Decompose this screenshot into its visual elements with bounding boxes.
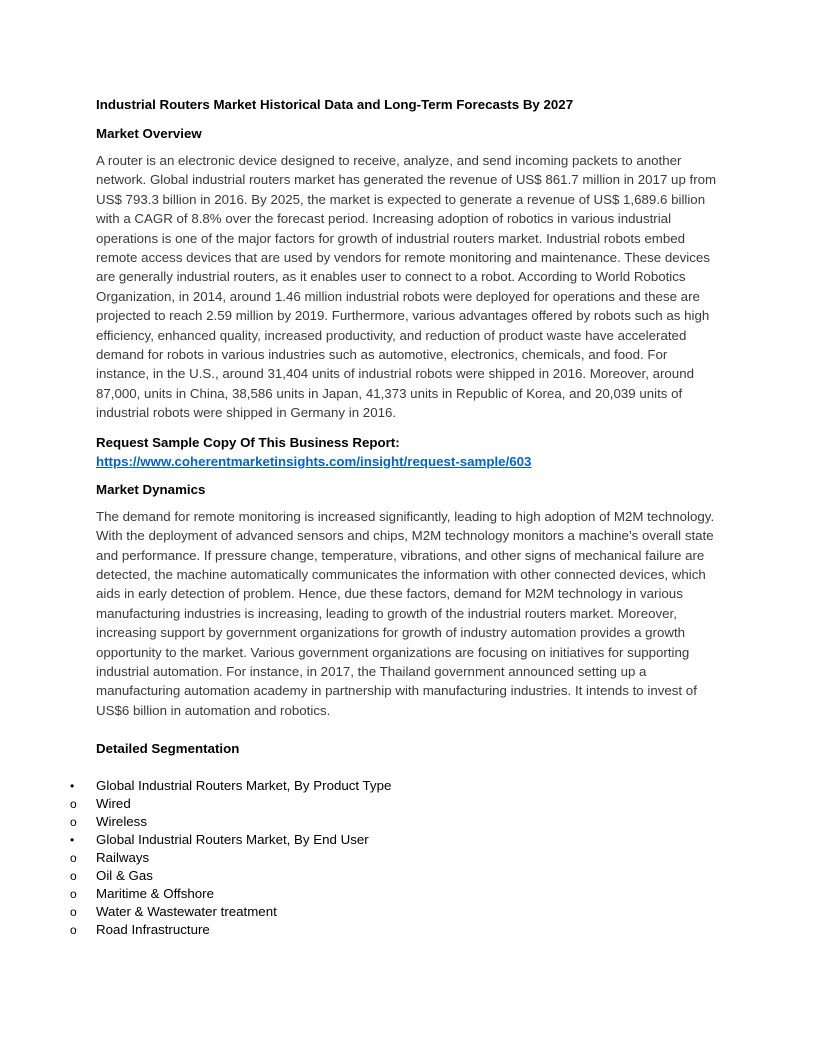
circle-bullet-icon: o — [70, 815, 77, 830]
detailed-segmentation-heading: Detailed Segmentation — [96, 741, 240, 757]
list-item-text: Water & Wastewater treatment — [96, 904, 277, 920]
list-item — [70, 921, 694, 939]
list-item — [70, 831, 694, 849]
market-overview-heading: Market Overview — [96, 126, 202, 141]
list-item-text: Railways — [96, 850, 150, 866]
list-item — [70, 795, 694, 813]
market-dynamics-heading: Market Dynamics — [96, 481, 206, 497]
document-title: Industrial Routers Market Historical Data and Long-Term Forecasts By 2027 — [96, 97, 574, 112]
request-sample-label: Request Sample Copy Of This Business Report: — [96, 434, 400, 450]
list-item-text: Maritime & Offshore — [96, 886, 214, 902]
request-sample-link[interactable]: https://www.coherentmarketinsights.com/insight/request-sample/603 — [96, 453, 532, 469]
circle-bullet-icon: o — [70, 869, 77, 884]
circle-bullet-icon: o — [70, 797, 77, 812]
market-dynamics-paragraph: The demand for remote monitoring is increased significantly, leading to high adoption of M2M technology. With the deployment of advanced sensors and chips, M2M technology monitors a machine’s overall state and performance. If pressure change, temperature, vibrations, and other signs of mechanical failure are detected, the machine automatically communicates the information with other connected devices, which aids in early detection of problem. Hence, due these factors, demand for M2M technology in various manufacturing industries is increasing, leading to growth of the industrial routers market. Moreover, increasing support by government organizations for growth of industry automation provides a growth opportunity to the market. Various government organizations are focusing on initiatives for supporting industrial automation. For instance, in 2017, the Thailand government announced setting up a manufacturing automation academy in partnership with manufacturing industries. It intends to invest of US$6 billion in automation and robotics. — [96, 508, 715, 718]
list-item — [70, 903, 694, 921]
list-item-text: Oil & Gas — [96, 868, 153, 884]
circle-bullet-icon: o — [70, 887, 77, 902]
list-item — [70, 777, 694, 795]
market-overview-paragraph: A router is an electronic device designed to receive, analyze, and send incoming packets to another network. Global industrial routers market has generated the revenue of US$ 861.7 million in 2017 up from US$ 793.3 billion in 2016. By 2025, the market is expected to generate a revenue of US$ 1,689.6 billion with a CAGR of 8.8% over the forecast period. Increasing adoption of robotics in various industrial operations is one of the major factors for growth of industrial routers market. Industrial robots embed remote access devices that are used by vendors for remote monitoring and maintenance. These devices are generally industrial routers, as it enables user to connect to a robot. According to World Robotics Organization, in 2014, around 1.46 million industrial robots were deployed for operations and these are projected to reach 2.59 million by 2019. Furthermore, various advantages offered by robots such as high efficiency, enhanced quality, increased productivity, and reduction of product waste have accelerated demand for robots in various industries such as automotive, electronics, chemicals, and food. For instance, in the U.S., around 31,404 units of industrial robots were shipped in 2016. Moreover, around 87,000, units in China, 38,586 units in Japan, 41,373 units in Republic of Korea, and 20,039 units of industrial robots were shipped in Germany in 2016. — [96, 153, 717, 421]
circle-bullet-icon: o — [70, 851, 77, 866]
list-item-text: Road Infrastructure — [96, 922, 210, 938]
list-item-text: Wireless — [96, 814, 147, 830]
segmentation-list — [70, 777, 694, 939]
list-item — [70, 885, 694, 903]
list-item — [70, 813, 694, 831]
list-item — [70, 849, 694, 867]
list-item-text: Wired — [96, 796, 131, 812]
circle-bullet-icon: o — [70, 923, 77, 938]
bullet-icon: • — [70, 779, 75, 794]
list-item-text: Global Industrial Routers Market, By Product Type — [96, 778, 392, 794]
circle-bullet-icon: o — [70, 905, 77, 920]
list-item-text: Global Industrial Routers Market, By End User — [96, 832, 369, 848]
list-item — [70, 867, 694, 885]
bullet-icon: • — [70, 833, 75, 848]
